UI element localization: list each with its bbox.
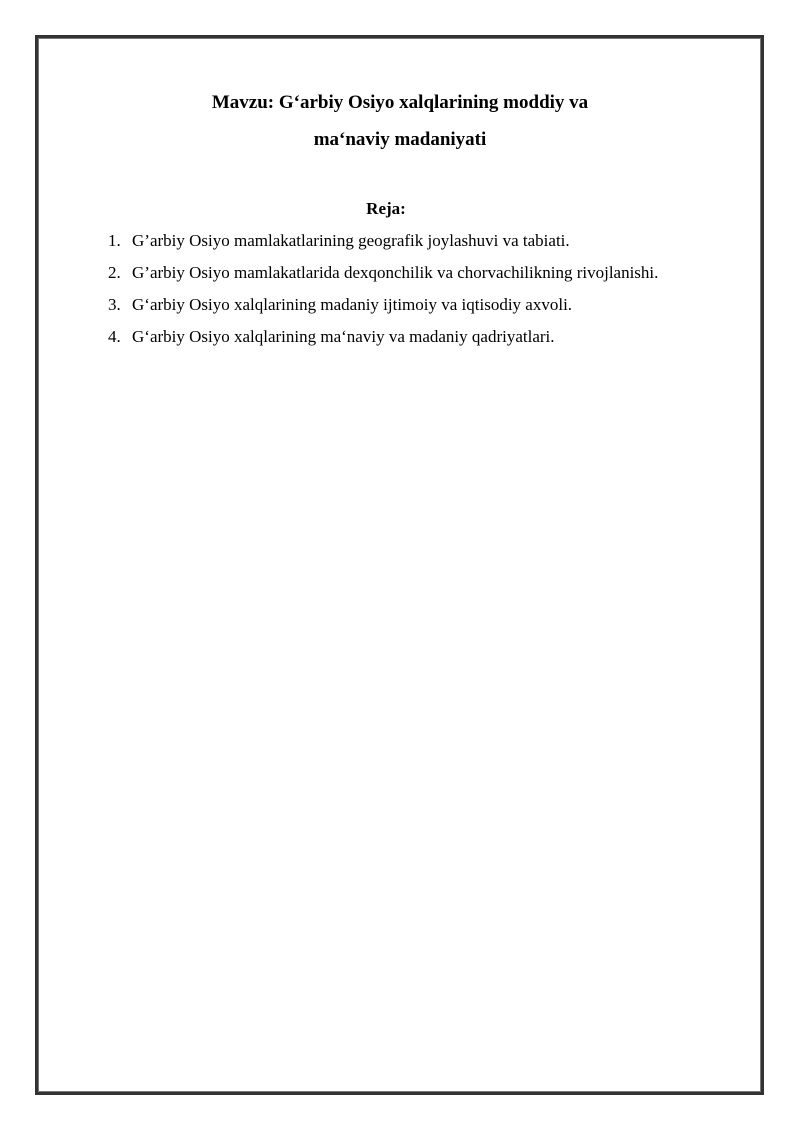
plan-item-number: 3. <box>108 295 121 314</box>
plan-item <box>108 230 748 262</box>
plan-item-text: G’arbiy Osiyo mamlakatlarida dexqonchilik va chorvachilikning rivojlanishi. <box>132 263 659 282</box>
plan-item-number: 4. <box>108 327 121 346</box>
plan-item <box>108 262 748 294</box>
document-title-line-2: ma‘naviy madaniyati <box>313 129 487 150</box>
plan-list <box>108 230 748 358</box>
plan-item-number: 1. <box>108 231 121 250</box>
page-border-frame <box>35 35 764 1095</box>
document-title-line-1: Mavzu: G‘arbiy Osiyo xalqlarining moddiy va <box>211 92 589 113</box>
plan-item-text: G’arbiy Osiyo mamlakatlarining geografik joylashuvi va tabiati. <box>132 231 570 250</box>
plan-item-number: 2. <box>108 263 121 282</box>
plan-item-text: G‘arbiy Osiyo xalqlarining madaniy ijtimoiy va iqtisodiy axvoli. <box>132 295 573 314</box>
plan-item <box>108 326 748 358</box>
plan-item <box>108 294 748 326</box>
plan-heading: Reja: <box>366 199 406 218</box>
plan-item-text: G‘arbiy Osiyo xalqlarining ma‘naviy va madaniy qadriyatlari. <box>132 327 555 346</box>
